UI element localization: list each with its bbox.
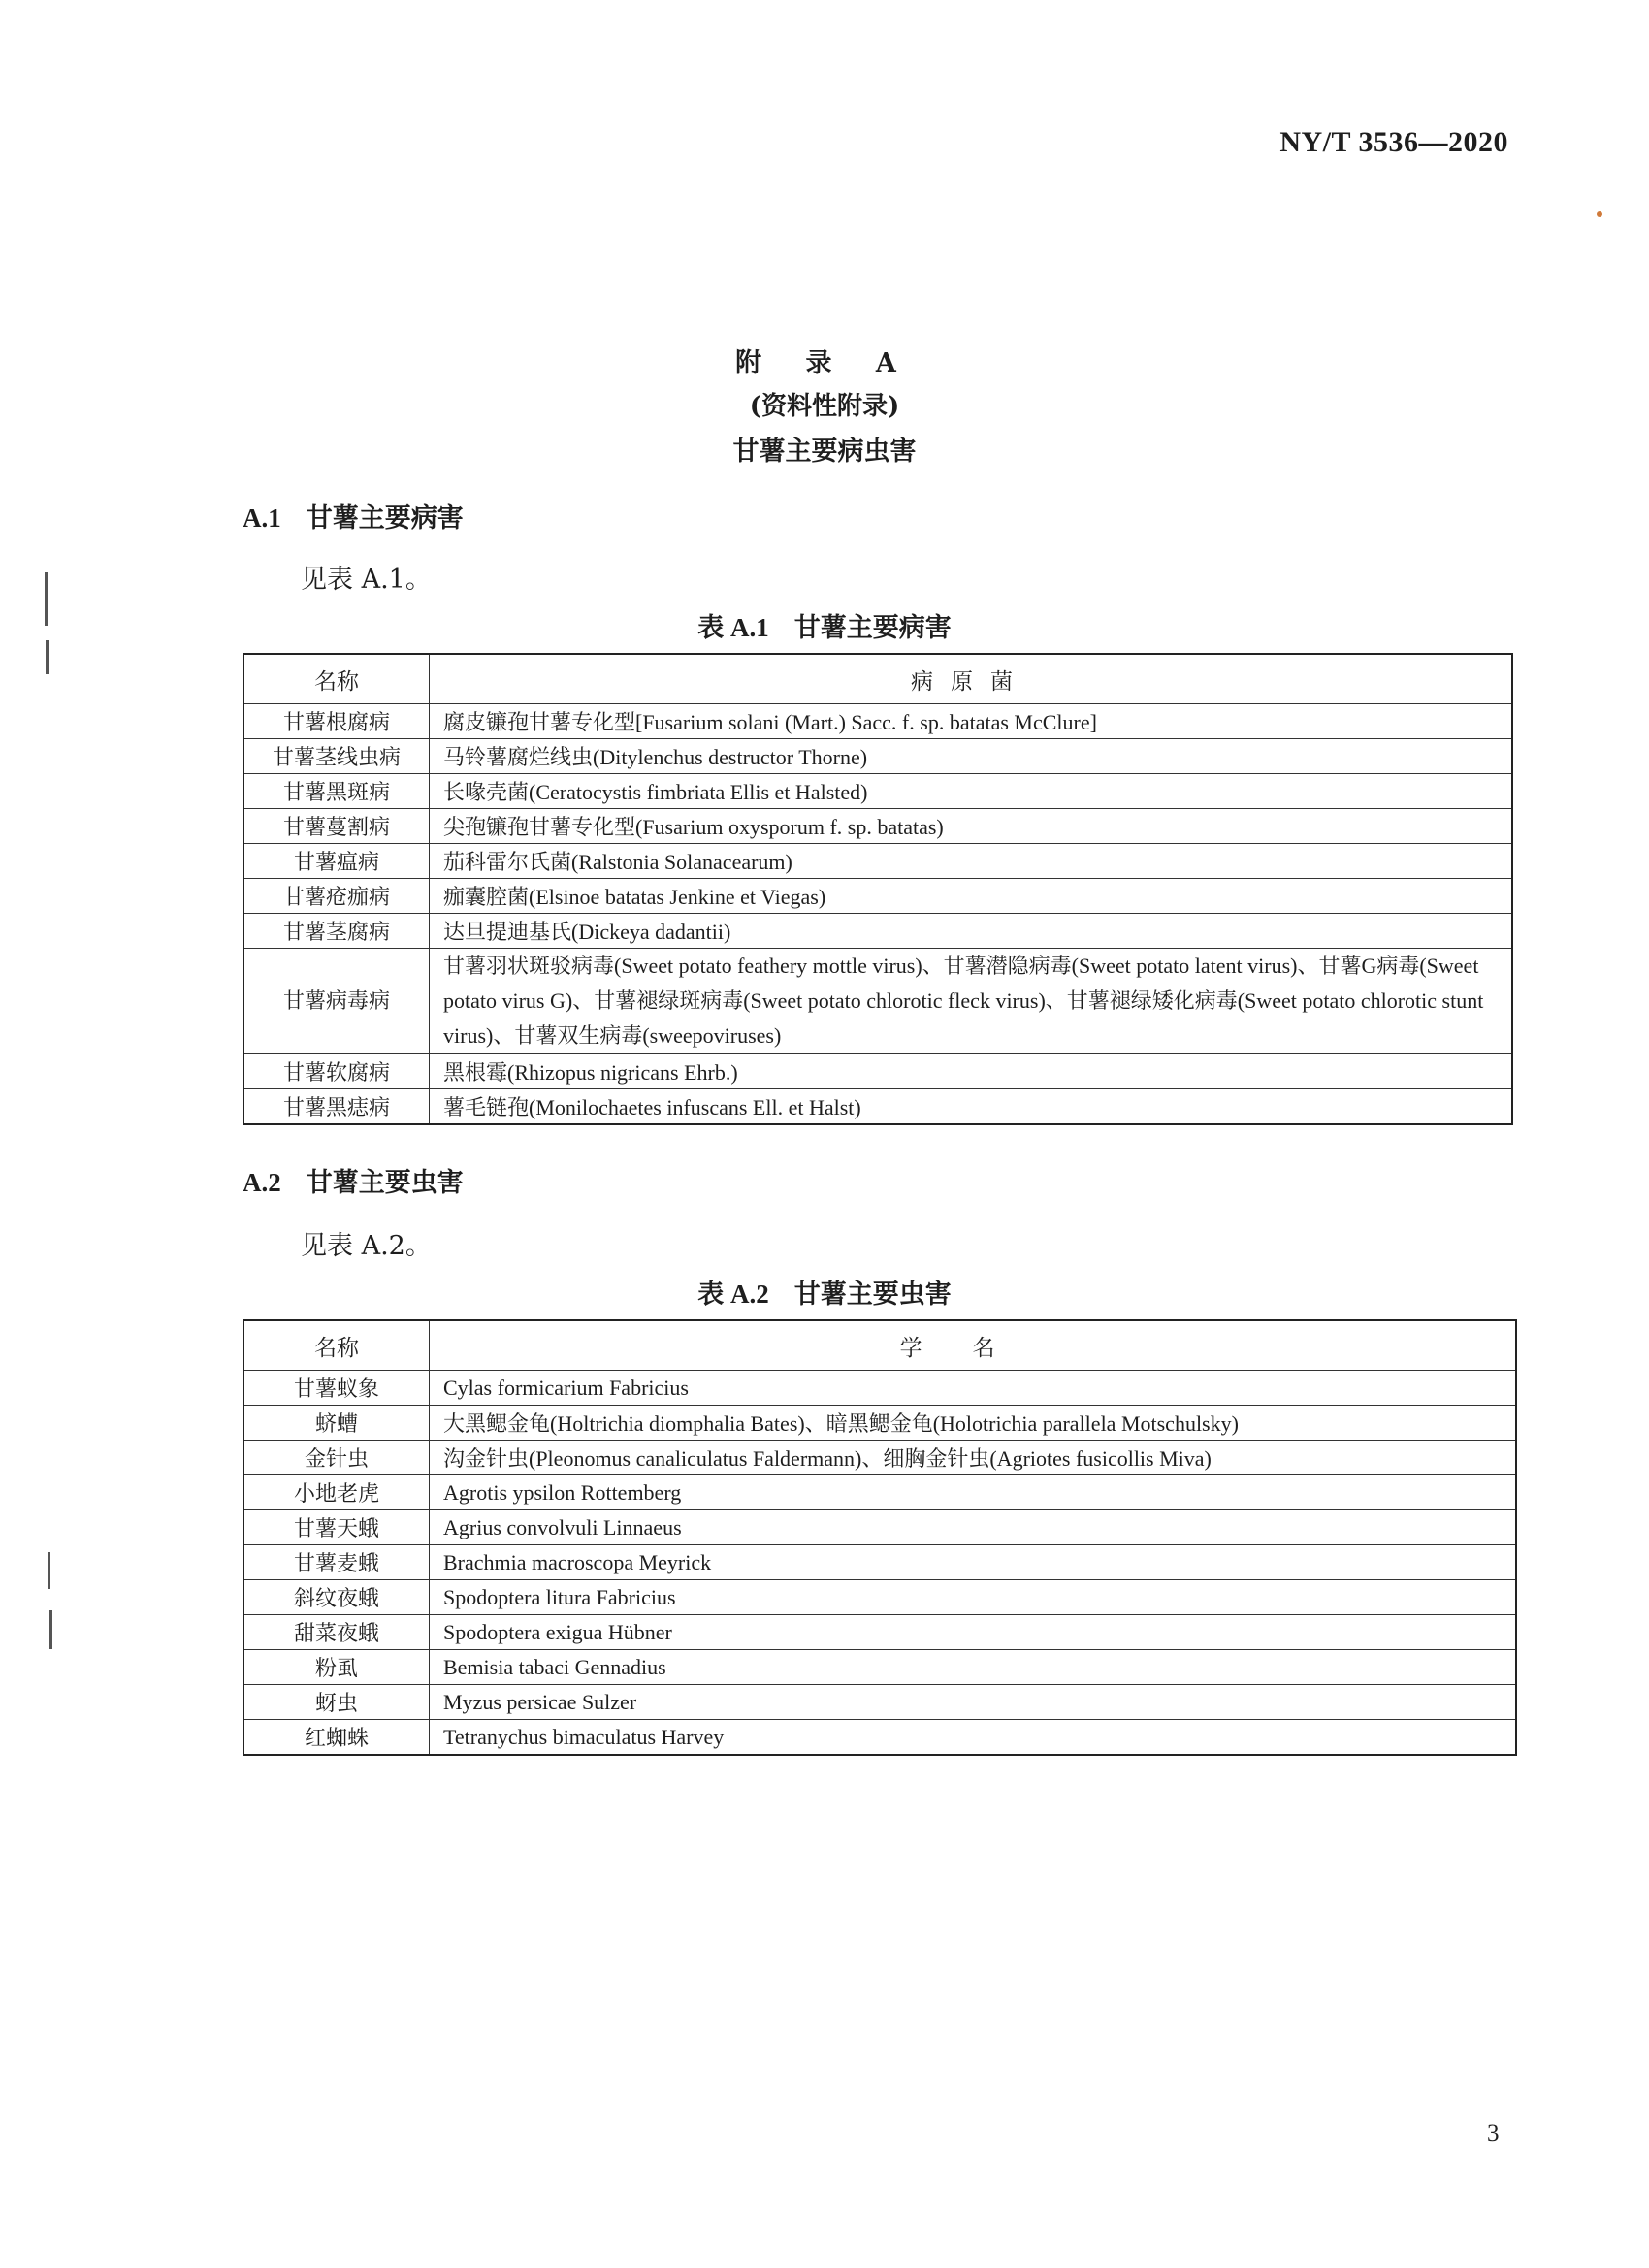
- table-caption: 表 A.2 甘薯主要虫害: [697, 1280, 952, 1310]
- section-text: 见表 A.2。: [301, 1231, 432, 1261]
- row-name: 小地老虎: [243, 1475, 430, 1510]
- column-header-name: 名称: [243, 654, 430, 704]
- section-title: 甘薯主要虫害: [306, 1168, 464, 1198]
- binder-mark: [48, 1552, 50, 1589]
- table-row: [243, 1545, 1516, 1580]
- table-row: [243, 809, 1512, 844]
- row-name: 甘薯根腐病: [243, 704, 430, 739]
- row-name: 甘薯麦蛾: [243, 1545, 430, 1580]
- row-description: Agrius convolvuli Linnaeus: [430, 1510, 1517, 1545]
- row-description: Bemisia tabaci Gennadius: [430, 1650, 1517, 1685]
- row-description: 达旦提迪基氏(Dickeya dadantii): [430, 914, 1513, 949]
- table-row: [243, 739, 1512, 774]
- row-description: Cylas formicarium Fabricius: [430, 1371, 1517, 1406]
- row-name: 甘薯病毒病: [243, 949, 430, 1054]
- appendix-type: (资料性附录): [749, 392, 900, 421]
- column-header-scientific-name: 学名: [430, 1320, 1517, 1371]
- diseases-table: [242, 653, 1513, 1125]
- row-description: 沟金针虫(Pleonomus canaliculatus Faldermann)、细胸金针虫(Agriotes fusicollis Miva): [430, 1441, 1517, 1475]
- column-header-name: 名称: [243, 1320, 430, 1371]
- row-description: Agrotis ypsilon Rottemberg: [430, 1475, 1517, 1510]
- section-number: A.1: [242, 503, 281, 533]
- row-description: Spodoptera litura Fabricius: [430, 1580, 1517, 1615]
- table-row: [243, 1580, 1516, 1615]
- row-name: 甘薯茎腐病: [243, 914, 430, 949]
- row-name: 红蜘蛛: [243, 1720, 430, 1756]
- row-name: 甘薯蚁象: [243, 1371, 430, 1406]
- row-name: 甘薯茎线虫病: [243, 739, 430, 774]
- row-name: 甘薯黑斑病: [243, 774, 430, 809]
- row-description: Brachmia macroscopa Meyrick: [430, 1545, 1517, 1580]
- appendix-name: 甘薯主要病虫害: [732, 437, 917, 467]
- table-row: [243, 1054, 1512, 1089]
- section-title: 甘薯主要病害: [306, 503, 464, 534]
- table-row: [243, 1089, 1512, 1125]
- binder-mark: [46, 640, 48, 674]
- table-row: [243, 1406, 1516, 1441]
- table-row: [243, 1720, 1516, 1756]
- row-description: 茄科雷尔氏菌(Ralstonia Solanacearum): [430, 844, 1513, 879]
- standard-code: NY/T 3536—2020: [1279, 126, 1508, 158]
- binder-mark: [49, 1610, 52, 1649]
- row-description: Tetranychus bimaculatus Harvey: [430, 1720, 1517, 1756]
- page-number: 3: [1487, 2121, 1500, 2147]
- row-description: 腐皮镰孢甘薯专化型[Fusarium solani (Mart.) Sacc. f. sp. batatas McClure]: [430, 704, 1513, 739]
- row-name: 粉虱: [243, 1650, 430, 1685]
- section-heading-a1: [242, 497, 464, 535]
- section-text: 见表 A.1。: [301, 565, 432, 595]
- row-name: 甘薯天蛾: [243, 1510, 430, 1545]
- table-row: [243, 1510, 1516, 1545]
- table-row: [243, 1371, 1516, 1406]
- section-number: A.2: [242, 1168, 281, 1197]
- row-description: 薯毛链孢(Monilochaetes infuscans Ell. et Halst): [430, 1089, 1513, 1125]
- table-row: [243, 914, 1512, 949]
- table-row: [243, 879, 1512, 914]
- row-name: 甘薯蔓割病: [243, 809, 430, 844]
- row-description: 长喙壳菌(Ceratocystis fimbriata Ellis et Halsted): [430, 774, 1513, 809]
- table-caption: 表 A.1 甘薯主要病害: [697, 613, 952, 643]
- table-row: [243, 1685, 1516, 1720]
- table-row: [243, 1615, 1516, 1650]
- row-name: 蚜虫: [243, 1685, 430, 1720]
- pests-table: [242, 1319, 1517, 1756]
- row-name: 蛴螬: [243, 1406, 430, 1441]
- column-header-pathogen: 病原菌: [430, 654, 1513, 704]
- row-name: 甘薯疮痂病: [243, 879, 430, 914]
- row-description: 尖孢镰孢甘薯专化型(Fusarium oxysporum f. sp. batatas): [430, 809, 1513, 844]
- row-name: 甜菜夜蛾: [243, 1615, 430, 1650]
- row-name: 甘薯软腐病: [243, 1054, 430, 1089]
- section-heading-a2: [242, 1161, 464, 1199]
- table-row: [243, 704, 1512, 739]
- table-row: [243, 1475, 1516, 1510]
- row-name: 金针虫: [243, 1441, 430, 1475]
- row-description: Spodoptera exigua Hübner: [430, 1615, 1517, 1650]
- table-row: [243, 949, 1512, 1054]
- row-name: 甘薯瘟病: [243, 844, 430, 879]
- row-description: 甘薯羽状斑驳病毒(Sweet potato feathery mottle virus)、甘薯潜隐病毒(Sweet potato latent virus)、甘薯G病毒(Sweet potato virus G)、甘薯褪绿斑病毒(Sweet potato chlorotic fleck virus)、甘薯褪绿矮化病毒(Sweet potato chlorotic stunt virus)、甘薯双生病毒(sweepoviruses): [430, 949, 1513, 1054]
- row-description: Myzus persicae Sulzer: [430, 1685, 1517, 1720]
- row-description: 大黑鳃金龟(Holtrichia diomphalia Bates)、暗黑鳃金龟(Holotrichia parallela Motschulsky): [430, 1406, 1517, 1441]
- table-row: [243, 774, 1512, 809]
- row-description: 黑根霉(Rhizopus nigricans Ehrb.): [430, 1054, 1513, 1089]
- table-row: [243, 844, 1512, 879]
- row-description: 痂囊腔菌(Elsinoe batatas Jenkine et Viegas): [430, 879, 1513, 914]
- row-description: 马铃薯腐烂线虫(Ditylenchus destructor Thorne): [430, 739, 1513, 774]
- table-row: [243, 1650, 1516, 1685]
- row-name: 甘薯黑痣病: [243, 1089, 430, 1125]
- table-row: [243, 1441, 1516, 1475]
- appendix-title: 附 录 A: [735, 348, 914, 378]
- row-name: 斜纹夜蛾: [243, 1580, 430, 1615]
- scan-speck: [1597, 211, 1602, 217]
